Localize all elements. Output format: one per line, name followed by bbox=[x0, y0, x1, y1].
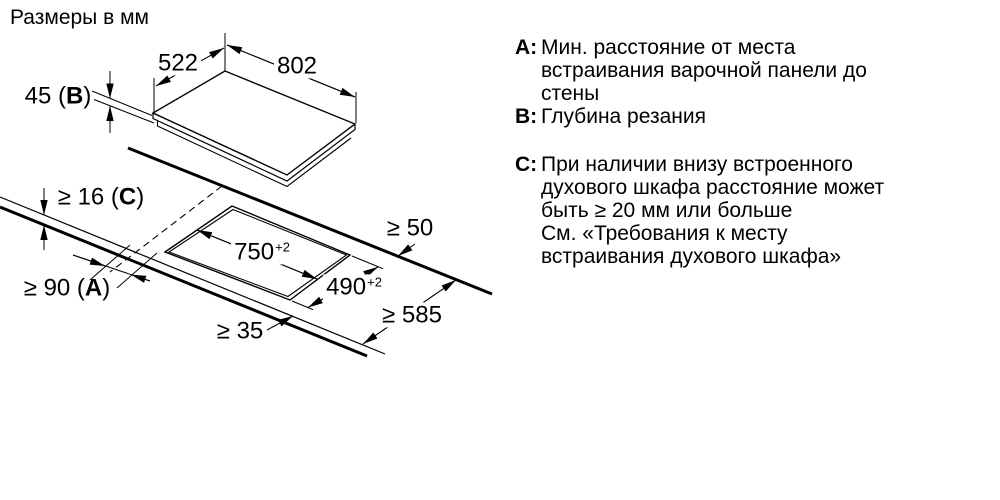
dim-90-arrow-right bbox=[131, 275, 150, 281]
legend-item-b bbox=[515, 105, 975, 128]
dim-35-value: ≥ 35 bbox=[216, 317, 264, 345]
dim-490-extension-right bbox=[352, 256, 383, 269]
legend-key-b: B: bbox=[515, 105, 538, 128]
legend-c-line-2: духового шкафа расстояние может bbox=[541, 176, 885, 199]
dim-50-value: ≥ 50 bbox=[386, 214, 434, 242]
dim-522-value: 522 bbox=[157, 49, 199, 77]
dim-label-490 bbox=[323, 274, 385, 299]
dim-90-post: ) bbox=[102, 274, 111, 302]
dim-490-extension-bottom bbox=[292, 301, 313, 310]
dim-45-letter-b: B bbox=[66, 82, 84, 110]
dim-label-522 bbox=[155, 50, 201, 75]
dim-label-50 bbox=[387, 215, 434, 240]
dim-label-585 bbox=[379, 302, 445, 327]
dim-label-16-c bbox=[58, 184, 145, 209]
dim-45-pre: 45 ( bbox=[24, 82, 67, 110]
legend-c-line-5: встраивания духового шкафа» bbox=[541, 245, 842, 268]
legend-a-line-3: стены bbox=[541, 82, 600, 105]
dim-490-value: 490 bbox=[326, 273, 367, 301]
dim-585-value: ≥ 585 bbox=[382, 301, 442, 329]
dim-750-tolerance: +2 bbox=[275, 239, 290, 255]
dim-750-value: 750 bbox=[234, 238, 275, 266]
page-title: Размеры в мм bbox=[10, 6, 149, 29]
dim-90-pre: ≥ 90 ( bbox=[23, 274, 85, 302]
dim-label-750 bbox=[231, 239, 293, 264]
dim-16-post: ) bbox=[136, 183, 145, 211]
legend-c-line-4: См. «Требования к месту bbox=[541, 222, 788, 245]
worktop-section-line-upper bbox=[92, 91, 152, 116]
legend-c-line-1: При наличии внизу встроенного bbox=[541, 153, 853, 176]
dim-90-letter-a: A bbox=[84, 274, 103, 302]
legend-b-line-1: Глубина резания bbox=[541, 105, 706, 128]
legend-text-a bbox=[541, 36, 975, 105]
dim-16-letter-c: C bbox=[118, 183, 137, 211]
legend-key-c: C: bbox=[515, 153, 538, 176]
legend-text-b bbox=[541, 105, 975, 128]
legend-a-line-2: встраивания варочной панели до bbox=[541, 59, 867, 82]
dim-802-value: 802 bbox=[276, 52, 318, 80]
dim-label-802 bbox=[274, 53, 320, 78]
legend-a-line-1: Мин. расстояние от места bbox=[541, 36, 796, 59]
legend-item-a bbox=[515, 36, 975, 105]
dim-45-post: ) bbox=[83, 82, 92, 110]
legend-item-c bbox=[515, 153, 975, 268]
dim-label-45-b bbox=[25, 83, 92, 108]
worktop-section-line-lower bbox=[94, 100, 154, 124]
dim-label-35 bbox=[217, 318, 264, 343]
dim-90-arrow-left bbox=[73, 255, 105, 266]
legend-text-c bbox=[541, 153, 975, 268]
legend-key-a: A: bbox=[515, 36, 538, 59]
legend-c-line-3: быть ≥ 20 мм или больше bbox=[541, 199, 793, 222]
cooktop-top-face bbox=[153, 71, 355, 175]
dim-490-tolerance: +2 bbox=[367, 274, 382, 290]
dim-label-90-a bbox=[24, 275, 111, 300]
legend bbox=[515, 36, 975, 268]
dim-16-pre: ≥ 16 ( bbox=[57, 183, 119, 211]
dim-50-arrow bbox=[398, 244, 415, 256]
